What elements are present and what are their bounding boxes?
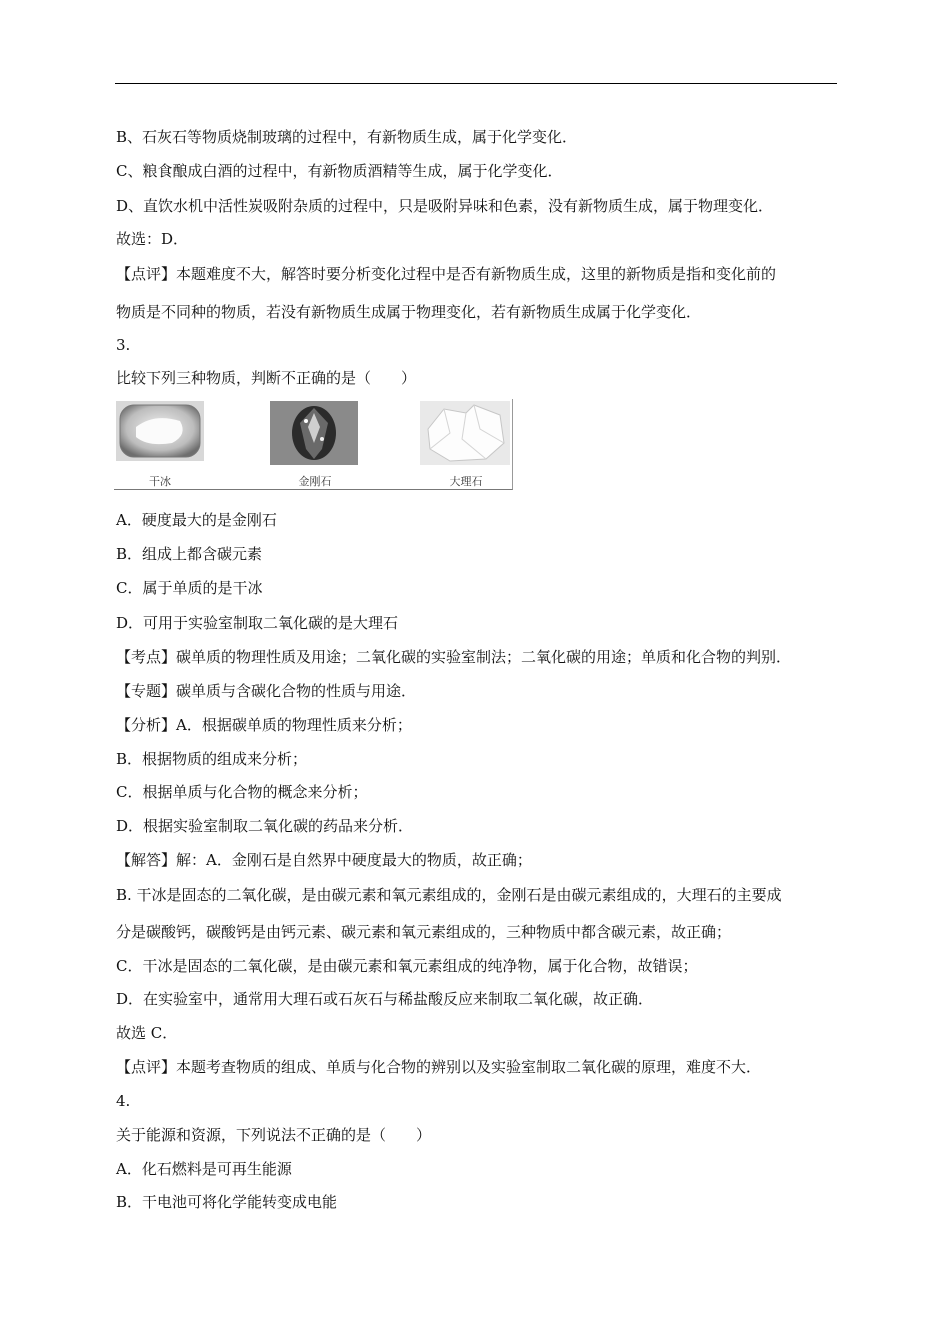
text-line: C．干冰是固态的二氧化碳，是由碳元素和氧元素组成的纯净物，属于化合物，故错误； [116, 957, 698, 975]
dry-ice-caption: 干冰 [149, 475, 171, 488]
text-line: B．根据物质的组成来分析； [116, 750, 308, 768]
header-rule [115, 83, 837, 84]
diamond-image [270, 399, 360, 473]
text-line: D、直饮水机中活性炭吸附杂质的过程中，只是吸附异味和色素，没有新物质生成，属于物理变化． [116, 197, 774, 215]
option-b: B．干电池可将化学能转变成电能 [116, 1193, 338, 1211]
text-line: 【解答】解：A．金刚石是自然界中硬度最大的物质，故正确； [116, 851, 532, 869]
question-stem: 比较下列三种物质，判断不正确的是（ ） [116, 369, 417, 387]
text-line: 物质是不同种的物质，若没有新物质生成属于物理变化，若有新物质生成属于化学变化． [116, 303, 702, 321]
diamond-caption: 金刚石 [298, 475, 332, 488]
marble-caption: 大理石 [449, 475, 483, 488]
text-line: B. 干冰是固态的二氧化碳，是由碳元素和氧元素组成的，金刚石是由碳元素组成的，大理石的主要成 [116, 886, 782, 904]
text-line: C．根据单质与化合物的概念来分析； [116, 783, 368, 801]
question-number: 3. [116, 336, 131, 354]
text-line: 故选：D． [116, 230, 189, 248]
option-c: C．属于单质的是干冰 [116, 579, 263, 597]
text-line: D．根据实验室制取二氧化碳的药品来分析． [116, 817, 414, 835]
dry-ice-image [114, 399, 206, 473]
option-a: A．硬度最大的是金刚石 [116, 511, 277, 529]
option-b: B．组成上都含碳元素 [116, 545, 263, 563]
text-line: B、石灰石等物质烧制玻璃的过程中，有新物质生成，属于化学变化． [116, 128, 578, 146]
option-a: A．化石燃料是可再生能源 [116, 1160, 292, 1178]
question-stem: 关于能源和资源，下列说法不正确的是（ ） [116, 1126, 432, 1144]
text-line: C、粮食酿成白酒的过程中，有新物质酒精等生成，属于化学变化． [116, 162, 563, 180]
text-line: D．在实验室中，通常用大理石或石灰石与稀盐酸反应来制取二氧化碳，故正确． [116, 990, 654, 1008]
text-line: 【分析】A．根据碳单质的物理性质来分析； [116, 716, 412, 734]
option-d: D．可用于实验室制取二氧化碳的是大理石 [116, 614, 399, 632]
text-line: 【点评】本题难度不大，解答时要分析变化过程中是否有新物质生成，这里的新物质是指和变化前的 [116, 265, 777, 283]
text-line: 故选 C． [116, 1024, 178, 1042]
substance-figures [114, 399, 513, 490]
text-line: 【点评】本题考查物质的组成、单质与化合物的辨别以及实验室制取二氧化碳的原理，难度不大． [116, 1058, 762, 1076]
text-line: 【专题】碳单质与含碳化合物的性质与用途． [116, 682, 417, 700]
question-number: 4. [116, 1092, 131, 1110]
text-line: 分是碳酸钙，碳酸钙是由钙元素、碳元素和氧元素组成的，三种物质中都含碳元素，故正确； [116, 923, 732, 941]
text-line: 【考点】碳单质的物理性质及用途；二氧化碳的实验室制法；二氧化碳的用途；单质和化合物的判别． [116, 648, 792, 666]
marble-image [420, 399, 512, 473]
